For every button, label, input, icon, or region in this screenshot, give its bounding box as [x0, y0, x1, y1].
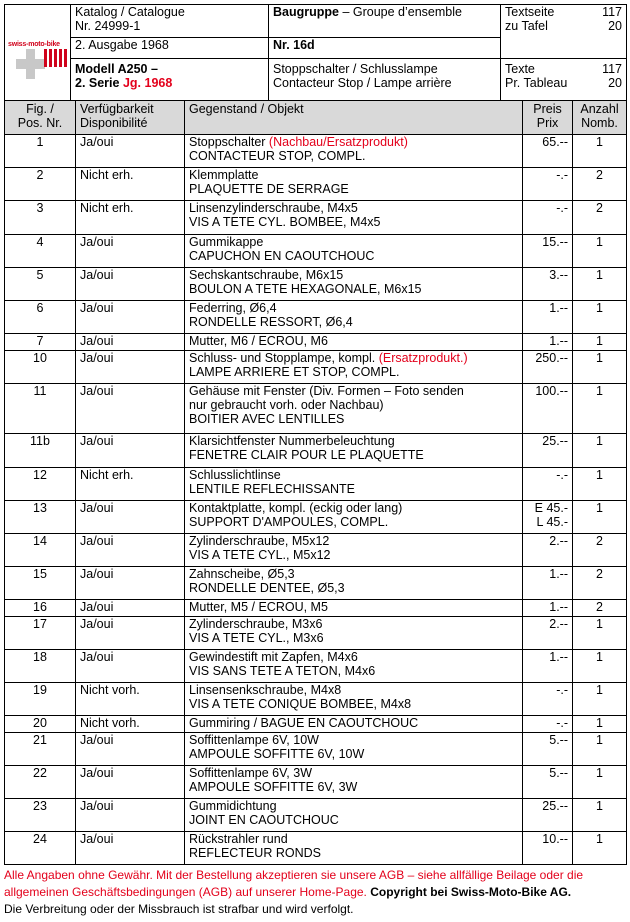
object-de: Stoppschalter — [189, 135, 269, 149]
availability-cell: Ja/oui — [76, 600, 185, 617]
object-fr: VIS A TETE CYL., M3x6 — [189, 631, 324, 645]
table-row — [5, 135, 627, 168]
table-row — [5, 468, 627, 501]
object-fr: AMPOULE SOFFITTE 6V, 10W — [189, 747, 365, 761]
table-row — [5, 716, 627, 733]
table-row — [5, 434, 627, 468]
pos-cell: 15 — [5, 567, 76, 600]
qty-cell: 1 — [573, 617, 627, 650]
price-cell: 65.-- — [523, 135, 573, 168]
table-row — [5, 168, 627, 201]
pos-cell: 20 — [5, 716, 76, 733]
pos-cell: 5 — [5, 268, 76, 301]
col-price: Preis Prix — [523, 101, 573, 135]
logo-cell — [5, 5, 71, 102]
object-fr: AMPOULE SOFFITTE 6V, 3W — [189, 780, 358, 794]
availability-cell: Ja/oui — [76, 384, 185, 434]
object-fr: RONDELLE RESSORT, Ø6,4 — [189, 315, 353, 329]
availability-cell: Ja/oui — [76, 501, 185, 534]
modell-cell: Modell A250 – 2. Serie Jg. 1968 — [71, 59, 269, 102]
catalog-header — [4, 4, 627, 102]
price-cell: -.- — [523, 468, 573, 501]
price-cell: 100.-- — [523, 384, 573, 434]
object-cell — [185, 501, 523, 534]
pos-cell: 11 — [5, 384, 76, 434]
object-fr: VIS A TETE CYL. BOMBEE, M4x5 — [189, 215, 381, 229]
table-row — [5, 534, 627, 567]
qty-cell: 1 — [573, 799, 627, 832]
price-cell: -.- — [523, 683, 573, 716]
object-cell — [185, 201, 523, 235]
availability-cell: Ja/oui — [76, 617, 185, 650]
availability-cell: Ja/oui — [76, 832, 185, 865]
table-row — [5, 650, 627, 683]
availability-cell: Ja/oui — [76, 567, 185, 600]
pos-cell: 1 — [5, 135, 76, 168]
object-de: Gewindestift mit Zapfen, M4x6 — [189, 650, 358, 664]
qty-cell: 1 — [573, 268, 627, 301]
table-row — [5, 733, 627, 766]
parts-table — [4, 100, 627, 865]
table-row — [5, 301, 627, 334]
availability-cell: Ja/oui — [76, 135, 185, 168]
object-fr: BOITIER AVEC LENTILLES — [189, 412, 345, 426]
pos-cell: 11b — [5, 434, 76, 468]
table-row — [5, 384, 627, 434]
object-fr: BOULON A TETE HEXAGONALE, M6x15 — [189, 282, 422, 296]
availability-cell: Ja/oui — [76, 301, 185, 334]
pos-cell: 12 — [5, 468, 76, 501]
qty-cell: 2 — [573, 567, 627, 600]
object-de: Gehäuse mit Fenster (Div. Formen – Foto senden — [189, 384, 464, 398]
object-de: Gummidichtung — [189, 799, 277, 813]
availability-cell: Ja/oui — [76, 650, 185, 683]
object-cell — [185, 617, 523, 650]
object-fr: LENTILE REFLECHISSANTE — [189, 482, 356, 496]
price-cell: 5.-- — [523, 733, 573, 766]
object-cell — [185, 600, 523, 617]
table-row — [5, 766, 627, 799]
price-cell: 1.-- — [523, 334, 573, 351]
footer-line2: allgemeinen Geschäftsbedingungen (AGB) auf unserer Home-Page. — [4, 885, 367, 899]
object-cell — [185, 799, 523, 832]
qty-cell: 2 — [573, 168, 627, 201]
object-cell — [185, 334, 523, 351]
pos-cell: 23 — [5, 799, 76, 832]
availability-cell: Ja/oui — [76, 799, 185, 832]
group-nr-cell: Nr. 16d — [269, 38, 501, 59]
price-cell: -.- — [523, 168, 573, 201]
object-cell — [185, 168, 523, 201]
ausgabe-cell: 2. Ausgabe 1968 — [71, 38, 269, 59]
availability-cell: Ja/oui — [76, 351, 185, 384]
pos-cell: 6 — [5, 301, 76, 334]
table-header-row — [5, 101, 627, 135]
qty-cell: 1 — [573, 135, 627, 168]
col-pos: Fig. / Pos. Nr. — [5, 101, 76, 135]
object-de: Zahnscheibe, Ø5,3 — [189, 567, 295, 581]
parts-body — [5, 135, 627, 865]
object-fr: VIS SANS TETE A TETON, M4x6 — [189, 664, 376, 678]
table-row — [5, 501, 627, 534]
qty-cell: 1 — [573, 334, 627, 351]
object-de: Sechskantschraube, M6x15 — [189, 268, 344, 282]
pos-cell: 18 — [5, 650, 76, 683]
object-de: Kontaktplatte, kompl. (eckig oder lang) — [189, 501, 403, 515]
qty-cell: 1 — [573, 650, 627, 683]
price-cell: 1.-- — [523, 567, 573, 600]
availability-cell: Ja/oui — [76, 434, 185, 468]
table-row — [5, 268, 627, 301]
qty-cell: 1 — [573, 501, 627, 534]
object-note: (Ersatzprodukt.) — [378, 351, 468, 365]
availability-cell: Nicht vorh. — [76, 683, 185, 716]
object-de: Soffittenlampe 6V, 10W — [189, 733, 319, 747]
object-cell — [185, 567, 523, 600]
object-de: Schlusslichtlinse — [189, 468, 281, 482]
qty-cell: 1 — [573, 301, 627, 334]
price-cell: 1.-- — [523, 650, 573, 683]
object-cell — [185, 832, 523, 865]
object-cell — [185, 301, 523, 334]
pos-cell: 3 — [5, 201, 76, 235]
footer-copyright: Copyright bei Swiss-Moto-Bike AG. — [366, 885, 572, 899]
table-row — [5, 235, 627, 268]
qty-cell: 2 — [573, 600, 627, 617]
pos-cell: 22 — [5, 766, 76, 799]
qty-cell: 1 — [573, 733, 627, 766]
katalog-cell: Katalog / Catalogue Nr. 24999-1 — [71, 5, 269, 38]
price-cell: 2.-- — [523, 534, 573, 567]
object-de: Soffittenlampe 6V, 3W — [189, 766, 312, 780]
table-row — [5, 683, 627, 716]
object-cell — [185, 384, 523, 434]
availability-cell: Ja/oui — [76, 766, 185, 799]
price-cell: 250.-- — [523, 351, 573, 384]
table-row — [5, 201, 627, 235]
footer-line1: Alle Angaben ohne Gewähr. Mit der Bestellung akzeptieren sie unsere AGB – siehe allfällige Beilage oder die — [4, 868, 584, 882]
col-qty: Anzahl Nomb. — [573, 101, 627, 135]
object-de: Linsensenkschraube, M4x8 — [189, 683, 342, 697]
table-row — [5, 832, 627, 865]
pos-cell: 7 — [5, 334, 76, 351]
swiss-moto-bike-logo — [5, 5, 71, 101]
qty-cell: 2 — [573, 534, 627, 567]
qty-cell: 1 — [573, 716, 627, 733]
price-cell: 25.-- — [523, 799, 573, 832]
pos-cell: 14 — [5, 534, 76, 567]
object-de: Linsenzylinderschraube, M4x5 — [189, 201, 358, 215]
object-fr: PLAQUETTE DE SERRAGE — [189, 182, 349, 196]
object-fr: SUPPORT D'AMPOULES, COMPL. — [189, 515, 389, 529]
object-cell — [185, 351, 523, 384]
texte-cell: Texte 117 Pr. Tableau 20 — [501, 59, 627, 102]
qty-cell: 1 — [573, 351, 627, 384]
availability-cell: Nicht erh. — [76, 168, 185, 201]
table-row — [5, 600, 627, 617]
object-fr: CONTACTEUR STOP, COMPL. — [189, 149, 366, 163]
table-row — [5, 799, 627, 832]
object-fr: LAMPE ARRIERE ET STOP, COMPL. — [189, 365, 400, 379]
price-cell: -.- — [523, 201, 573, 235]
qty-cell: 1 — [573, 766, 627, 799]
footer-disclaimer — [4, 867, 628, 918]
pos-cell: 19 — [5, 683, 76, 716]
object-de-2: nur gebraucht vorh. oder Nachbau) — [189, 398, 384, 412]
baugruppe-cell: Baugruppe – Groupe d’ensemble — [269, 5, 501, 38]
col-object: Gegenstand / Objekt — [185, 101, 523, 135]
pos-cell: 13 — [5, 501, 76, 534]
qty-cell: 1 — [573, 683, 627, 716]
object-de: Mutter, M6 / ECROU, M6 — [189, 334, 328, 348]
object-cell — [185, 650, 523, 683]
table-row — [5, 617, 627, 650]
qty-cell: 1 — [573, 235, 627, 268]
object-de: Gummikappe — [189, 235, 264, 249]
qty-cell: 2 — [573, 201, 627, 235]
object-de: Klarsichtfenster Nummerbeleuchtung — [189, 434, 395, 448]
pos-cell: 17 — [5, 617, 76, 650]
availability-cell: Nicht vorh. — [76, 716, 185, 733]
price-cell: 1.-- — [523, 301, 573, 334]
object-cell — [185, 683, 523, 716]
price-cell: 25.-- — [523, 434, 573, 468]
object-cell — [185, 434, 523, 468]
object-cell — [185, 268, 523, 301]
qty-cell: 1 — [573, 832, 627, 865]
object-fr: CAPUCHON EN CAOUTCHOUC — [189, 249, 375, 263]
availability-cell: Ja/oui — [76, 334, 185, 351]
object-cell — [185, 235, 523, 268]
col-availability: Verfügbarkeit Disponibilité — [76, 101, 185, 135]
pos-cell: 24 — [5, 832, 76, 865]
table-row — [5, 334, 627, 351]
price-cell: 15.-- — [523, 235, 573, 268]
footer-line3: Die Verbreitung oder der Missbrauch ist strafbar und wird verfolgt. — [4, 902, 354, 916]
object-cell — [185, 135, 523, 168]
object-de: Mutter, M5 / ECROU, M5 — [189, 600, 328, 614]
object-cell — [185, 733, 523, 766]
object-cell — [185, 468, 523, 501]
object-cell — [185, 716, 523, 733]
object-fr: VIS A TETE CONIQUE BOMBEE, M4x8 — [189, 697, 412, 711]
price-cell: -.- — [523, 716, 573, 733]
pos-cell: 10 — [5, 351, 76, 384]
logo-text: swiss-moto-bike — [8, 41, 60, 48]
qty-cell: 1 — [573, 384, 627, 434]
availability-cell: Ja/oui — [76, 235, 185, 268]
price-cell: 2.-- — [523, 617, 573, 650]
pos-cell: 21 — [5, 733, 76, 766]
object-de: Gummiring / BAGUE EN CAOUTCHOUC — [189, 716, 419, 730]
pos-cell: 4 — [5, 235, 76, 268]
table-row — [5, 351, 627, 384]
object-note: (Nachbau/Ersatzprodukt) — [268, 135, 408, 149]
availability-cell: Nicht erh. — [76, 468, 185, 501]
object-cell — [185, 766, 523, 799]
object-de: Zylinderschraube, M5x12 — [189, 534, 330, 548]
pos-cell: 2 — [5, 168, 76, 201]
price-cell: 5.-- — [523, 766, 573, 799]
price-cell: 3.-- — [523, 268, 573, 301]
object-de: Schluss- und Stopplampe, kompl. — [189, 351, 379, 365]
group-title-cell: Stoppschalter / Schlusslampe Contacteur Stop / Lampe arrière — [269, 59, 501, 102]
availability-cell: Ja/oui — [76, 733, 185, 766]
qty-cell: 1 — [573, 468, 627, 501]
object-fr: VIS A TETE CYL., M5x12 — [189, 548, 331, 562]
availability-cell: Nicht erh. — [76, 201, 185, 235]
price-cell: E 45.- L 45.- — [523, 501, 573, 534]
object-fr: FENETRE CLAIR POUR LE PLAQUETTE — [189, 448, 424, 462]
object-fr: JOINT EN CAOUTCHOUC — [189, 813, 339, 827]
object-cell — [185, 534, 523, 567]
price-cell: 1.-- — [523, 600, 573, 617]
object-fr: REFLECTEUR RONDS — [189, 846, 321, 860]
object-fr: RONDELLE DENTEE, Ø5,3 — [189, 581, 345, 595]
object-de: Klemmplatte — [189, 168, 259, 182]
availability-cell: Ja/oui — [76, 534, 185, 567]
pos-cell: 16 — [5, 600, 76, 617]
price-cell: 10.-- — [523, 832, 573, 865]
object-de: Federring, Ø6,4 — [189, 301, 277, 315]
qty-cell: 1 — [573, 434, 627, 468]
logo-bars-icon — [44, 49, 68, 67]
table-row — [5, 567, 627, 600]
object-de: Rückstrahler rund — [189, 832, 288, 846]
textseite-cell: Textseite 117 zu Tafel 20 — [501, 5, 627, 59]
availability-cell: Ja/oui — [76, 268, 185, 301]
object-de: Zylinderschraube, M3x6 — [189, 617, 323, 631]
